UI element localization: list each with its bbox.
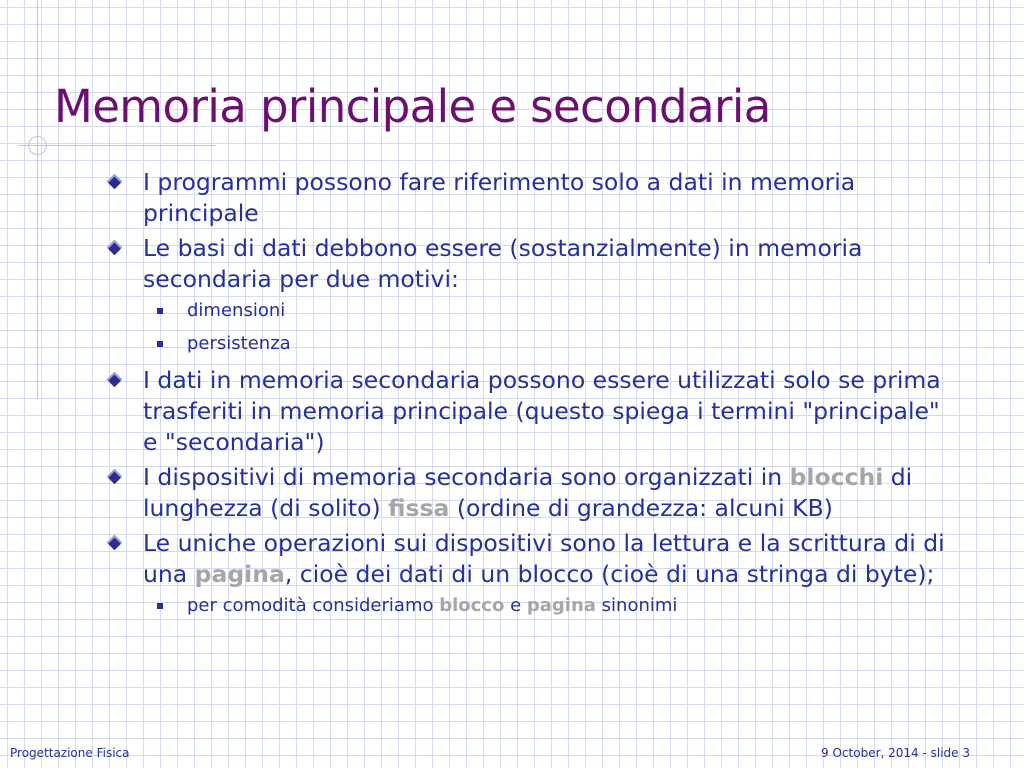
diamond-bullet-icon (107, 240, 123, 256)
text-segment: (ordine di grandezza: alcuni KB) (449, 494, 833, 522)
decorative-circle (28, 136, 47, 155)
text-segment: e (504, 595, 527, 616)
bullet-item (106, 167, 956, 229)
keyword-blocco: blocco (439, 595, 505, 616)
footer-right: 9 October, 2014 - slide 3 (821, 746, 970, 760)
keyword-blocchi: blocchi (789, 463, 884, 491)
keyword-fissa: fissa (388, 494, 450, 522)
text-segment: Le uniche operazioni sui dispositivi sono la lettura e la scrittura di di una (143, 529, 945, 588)
decorative-vertical-line-right (989, 0, 990, 264)
bullet-item (106, 233, 956, 295)
bullet-text (143, 463, 912, 522)
text-segment: sinonimi (595, 595, 678, 616)
text-segment: di lunghezza (di solito) (143, 463, 913, 522)
slide-body (106, 167, 956, 627)
keyword-pagina: pagina (526, 595, 596, 616)
decorative-vertical-line-left (37, 0, 38, 398)
keyword-pagina: pagina (194, 560, 285, 588)
bullet-text (143, 529, 945, 588)
square-bullet-icon (157, 341, 163, 347)
sub-bullet-text: persistenza (187, 333, 291, 354)
text-segment: , cioè dei dati di un blocco (cioè di una stringa di byte); (284, 560, 935, 588)
sub-bullet-item (106, 332, 956, 356)
bullet-text: Le basi di dati debbono essere (sostanzialmente) in memoria secondaria per due motivi: (143, 234, 863, 293)
sub-bullet-item (106, 594, 956, 618)
text-segment: per comodità consideriamo (187, 595, 440, 616)
bullet-item (106, 528, 956, 590)
sub-bullet-text (187, 595, 677, 616)
sub-bullet-text: dimensioni (187, 300, 286, 321)
bullet-text: I programmi possono fare riferimento solo a dati in memoria principale (143, 168, 856, 227)
bullet-item (106, 462, 956, 524)
diamond-bullet-icon (107, 469, 123, 485)
diamond-bullet-icon (107, 372, 123, 388)
square-bullet-icon (157, 308, 163, 314)
footer-left: Progettazione Fisica (10, 746, 130, 760)
diamond-bullet-icon (107, 535, 123, 551)
square-bullet-icon (157, 603, 163, 609)
decorative-horizontal-line-title (18, 145, 216, 146)
bullet-item (106, 365, 956, 458)
sub-bullet-item (106, 299, 956, 323)
text-segment: I dispositivi di memoria secondaria sono organizzati in (143, 463, 790, 491)
bullet-text: I dati in memoria secondaria possono essere utilizzati solo se prima trasferiti in memoria principale (questo spiega i termini "principale" e "secondaria") (143, 366, 941, 456)
diamond-bullet-icon (107, 174, 123, 190)
slide-title: Memoria principale e secondaria (54, 80, 771, 133)
